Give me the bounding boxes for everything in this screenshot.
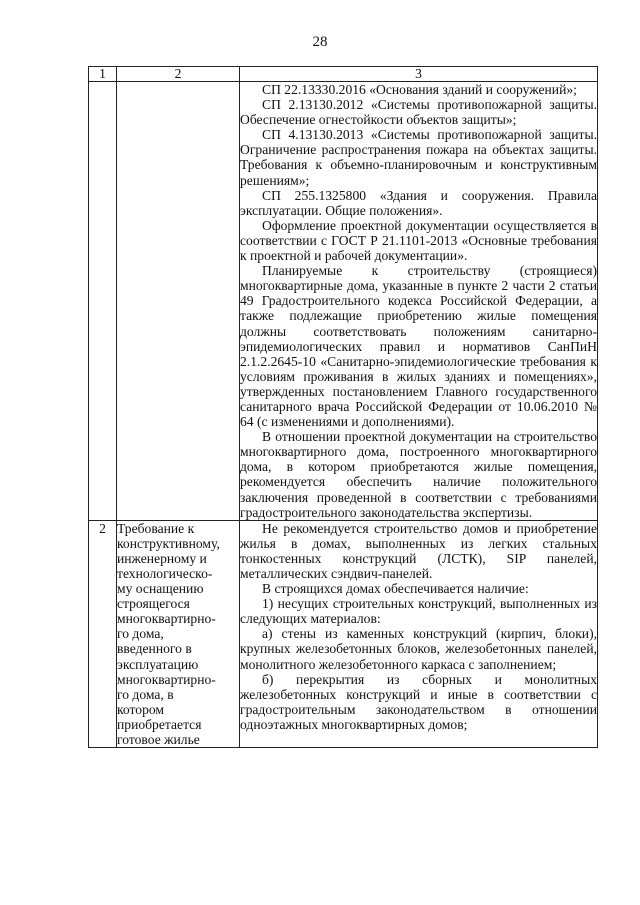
paragraph: В отношении проектной документации на строительство многоквартирного дома, построенного многоквартирного дома, в котором приобретаются жилые помещения, рекомендуется обеспечить наличие положительного заключения проведенной в соответствии с требованиями градостроительного законодательства экспертизы. bbox=[240, 429, 597, 520]
table-header-row bbox=[89, 67, 598, 82]
name-line: эксплуатацию bbox=[117, 656, 199, 672]
name-line: инженерному и bbox=[117, 550, 207, 566]
requirement-name bbox=[117, 82, 240, 521]
requirement-text bbox=[240, 520, 598, 747]
name-line: му оснащению bbox=[117, 581, 204, 597]
table-row bbox=[89, 82, 598, 521]
name-line: Требование к bbox=[117, 520, 195, 536]
paragraph: а) стены из каменных конструкций (кирпич, блоки), крупных железобетонных блоков, железобетонных панелей, монолитного железобетонного каркаса с заполнением; bbox=[240, 626, 597, 672]
column-header-3: 3 bbox=[240, 67, 598, 82]
requirement-name bbox=[117, 520, 240, 747]
row-number: 2 bbox=[89, 520, 117, 747]
paragraph: В строящихся домах обеспечивается наличие: bbox=[262, 581, 529, 597]
row-number bbox=[89, 82, 117, 521]
paragraph: СП 4.13130.2013 «Системы противопожарной защиты. Ограничение распространения пожара на объектах защиты. Требования к объемно-планировочным и конструктивным решениям»; bbox=[240, 127, 597, 188]
paragraph: СП 2.13130.2012 «Системы противопожарной защиты. Обеспечение огнестойкости объектов защиты»; bbox=[240, 97, 597, 128]
name-line: готовое жилье bbox=[117, 732, 200, 748]
paragraph: Оформление проектной документации осуществляется в соответствии с ГОСТ Р 21.1101-2013 «Основные требования к проектной и рабочей документации». bbox=[240, 217, 597, 264]
page-number: 28 bbox=[312, 34, 328, 50]
name-line: технологическо- bbox=[117, 566, 213, 581]
column-header-1: 1 bbox=[89, 67, 117, 82]
paragraph: 1) несущих строительных конструкций, выполненных из следующих материалов: bbox=[240, 596, 597, 627]
table-row bbox=[89, 520, 598, 747]
name-line: приобретается bbox=[117, 716, 202, 732]
name-line: строящегося bbox=[117, 596, 190, 612]
requirements-table bbox=[88, 66, 598, 748]
name-line: конструктивному, bbox=[117, 535, 220, 551]
name-line: котором bbox=[117, 701, 165, 717]
name-line: многоквартирно- bbox=[117, 671, 216, 687]
paragraph: б) перекрытия из сборных и монолитных железобетонных конструкций и иные в соответствии с градостроительным законодательством в отношении одноэтажных многоквартирных домов; bbox=[240, 671, 597, 732]
name-line: го дома, bbox=[117, 626, 164, 642]
name-line: многоквартирно- bbox=[117, 611, 216, 627]
name-line: введенного в bbox=[117, 641, 192, 657]
paragraph: СП 255.1325800 «Здания и сооружения. Правила эксплуатации. Общие положения». bbox=[240, 187, 597, 218]
column-header-2: 2 bbox=[117, 67, 240, 82]
name-line: го дома, в bbox=[117, 686, 174, 702]
paragraph: Не рекомендуется строительство домов и приобретение жилья в домах, выполненных из легких стальных тонкостенных конструкций (ЛСТК), SIP панелей, металлических сэндвич-панелей. bbox=[240, 520, 597, 581]
paragraph: СП 22.13330.2016 «Основания зданий и сооружений»; bbox=[262, 82, 577, 97]
requirement-text bbox=[240, 82, 598, 521]
paragraph: Планируемые к строительству (строящиеся) многоквартирные дома, указанные в пункте 2 части 2 статьи 49 Градостроительного кодекса Российской Федерации, а также подлежащие приобретению жилые помещения должны соответствовать положениям санитарно-эпидемиологических правил и нормативов СанПиН 2.1.2.2645-10 «Санитарно-эпидемиологические требования к условиям проживания в жилых зданиях и помещениях», утвержденных постановлением Главного государственного санитарного врача Российской Федерации от 10.06.2010 № 64 (с изменениями и дополнениями). bbox=[240, 263, 597, 430]
